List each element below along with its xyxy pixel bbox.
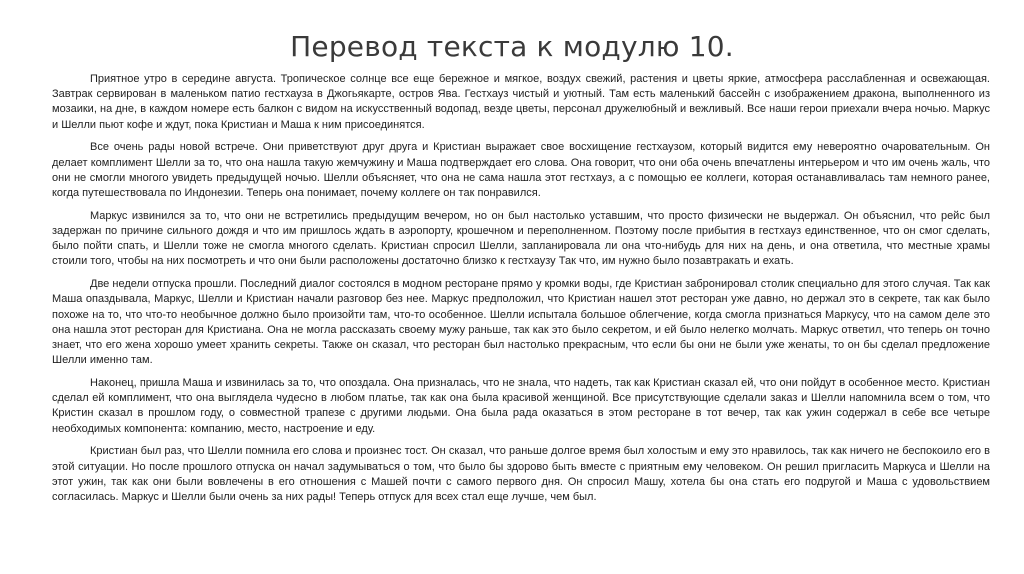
paragraph: Все очень рады новой встрече. Они приветствуют друг друга и Кристиан выражает свое восхищение гестхаузом, который видится ему невероятно очаровательным. Он делает комплимент Шелли за то, что она нашла такую жемчужину и Маша подтверждает его слова. Она говорит, что они оба очень впечатлены интерьером и что им очень жаль, что они не смогли многого увидеть предыдущей ночью. Шелли объясняет, что она не сама нашла этот гестхауз, а с помощью ее коллеги, которая останавливалась там немного ранее, когда путешествовала по Индонезии. Теперь она понимает, почему коллеге он так понравился. (52, 141, 990, 200)
paragraph: Маркус извинился за то, что они не встретились предыдущим вечером, но он был настолько уставшим, что просто физически не выдержал. Он объяснил, что рейс был задержан по причине сильного дождя и что им пришлось ждать в аэропорту, крошечном и переполненном. Поэтому после прибытия в гестхауз единственное, что он смог сделать, было пойти спать, и Шелли тоже не смогла многого сделать. Кристиан спросил Шелли, запланировала ли она что-нибудь для них на день, и она ответила, что местные храмы стоили того, чтобы на них посмотреть и что они были расположены достаточно близко к гестхаузу Так что, им нужно было позавтракать и ехать. (52, 209, 990, 268)
paragraph: Кристиан был раз, что Шелли помнила его слова и произнес тост. Он сказал, что раньше долгое время был холостым и ему это нравилось, так как ничего не беспокоило его в этой ситуации. Но после прошлого отпуска он начал задумываться о том, что было бы здорово быть вместе с приятным ему человеком. Он решил пригласить Маркуса и Шелли на этот ужин, так как они были вовлечены в его отношения с Машей почти с самого первого дня. Он спросил Машу, хотела бы она стать его подругой и Маша с удовольствием согласилась. Маркус и Шелли были очень за них рады! Теперь отпуск для всех стал еще лучше, чем был. (52, 445, 990, 504)
slide-title: Перевод текста к модулю 10. (290, 30, 734, 63)
slide-body (52, 72, 990, 513)
paragraph: Две недели отпуска прошли. Последний диалог состоялся в модном ресторане прямо у кромки воды, где Кристиан забронировал столик специально для этого случая. Так как Маша опаздывала, Маркус, Шелли и Кристиан начали разговор без нее. Маркус предположил, что Кристиан нашел этот ресторан уже давно, но держал это в секрете, так как было похоже на то, что что-то необычное должно было произойти там, что-то особенное. Шелли испытала большое облегчение, когда смогла признаться Маркусу, что на самом деле это она нашла этот ресторан для Кристиана. Она не могла рассказать своему мужу раньше, так как это было секретом, и ей было нелегко молчать. Маркус ответил, что теперь он точно знает, что его жена хорошо умеет хранить секреты. Также он сказал, что ресторан был настолько прекрасным, что если бы они не были уже женаты, то он бы сделал предложение Шелли именно там. (52, 278, 990, 367)
paragraph: Наконец, пришла Маша и извинилась за то, что опоздала. Она призналась, что не знала, что надеть, так как Кристиан сказал ей, что они пойдут в особенное место. Кристиан сделал ей комплимент, что она выглядела чудесно в любом платье, так как она была красивой женщиной. Все присутствующие сделали заказ и Шелли напомнила всем о том, что Кристин сказал в прошлом году, о совместной трапезе с другими людьми. Она была рада оказаться в этом ресторане в тот вечер, так как ужин содержал в себе все четыре необходимых компонента: компанию, место, настроение и еду. (52, 377, 990, 435)
paragraph: Приятное утро в середине августа. Тропическое солнце все еще бережное и мягкое, воздух свежий, растения и цветы яркие, атмосфера расслабленная и освежающая. Завтрак сервирован в маленьком патио гестхауза в Джогьякарте, остров Ява. Гестхауз чистый и уютный. Там есть маленький бассейн с изображением дракона, выполненного из мозаики, на дне, в каждом номере есть балкон с видом на искусственный водопад, везде цветы, персонал дружелюбный и вежливый. Все наши герои приехали вчера ночью. Маркус и Шелли пьют кофе и ждут, пока Кристиан и Маша к ним присоединятся. (52, 73, 990, 131)
